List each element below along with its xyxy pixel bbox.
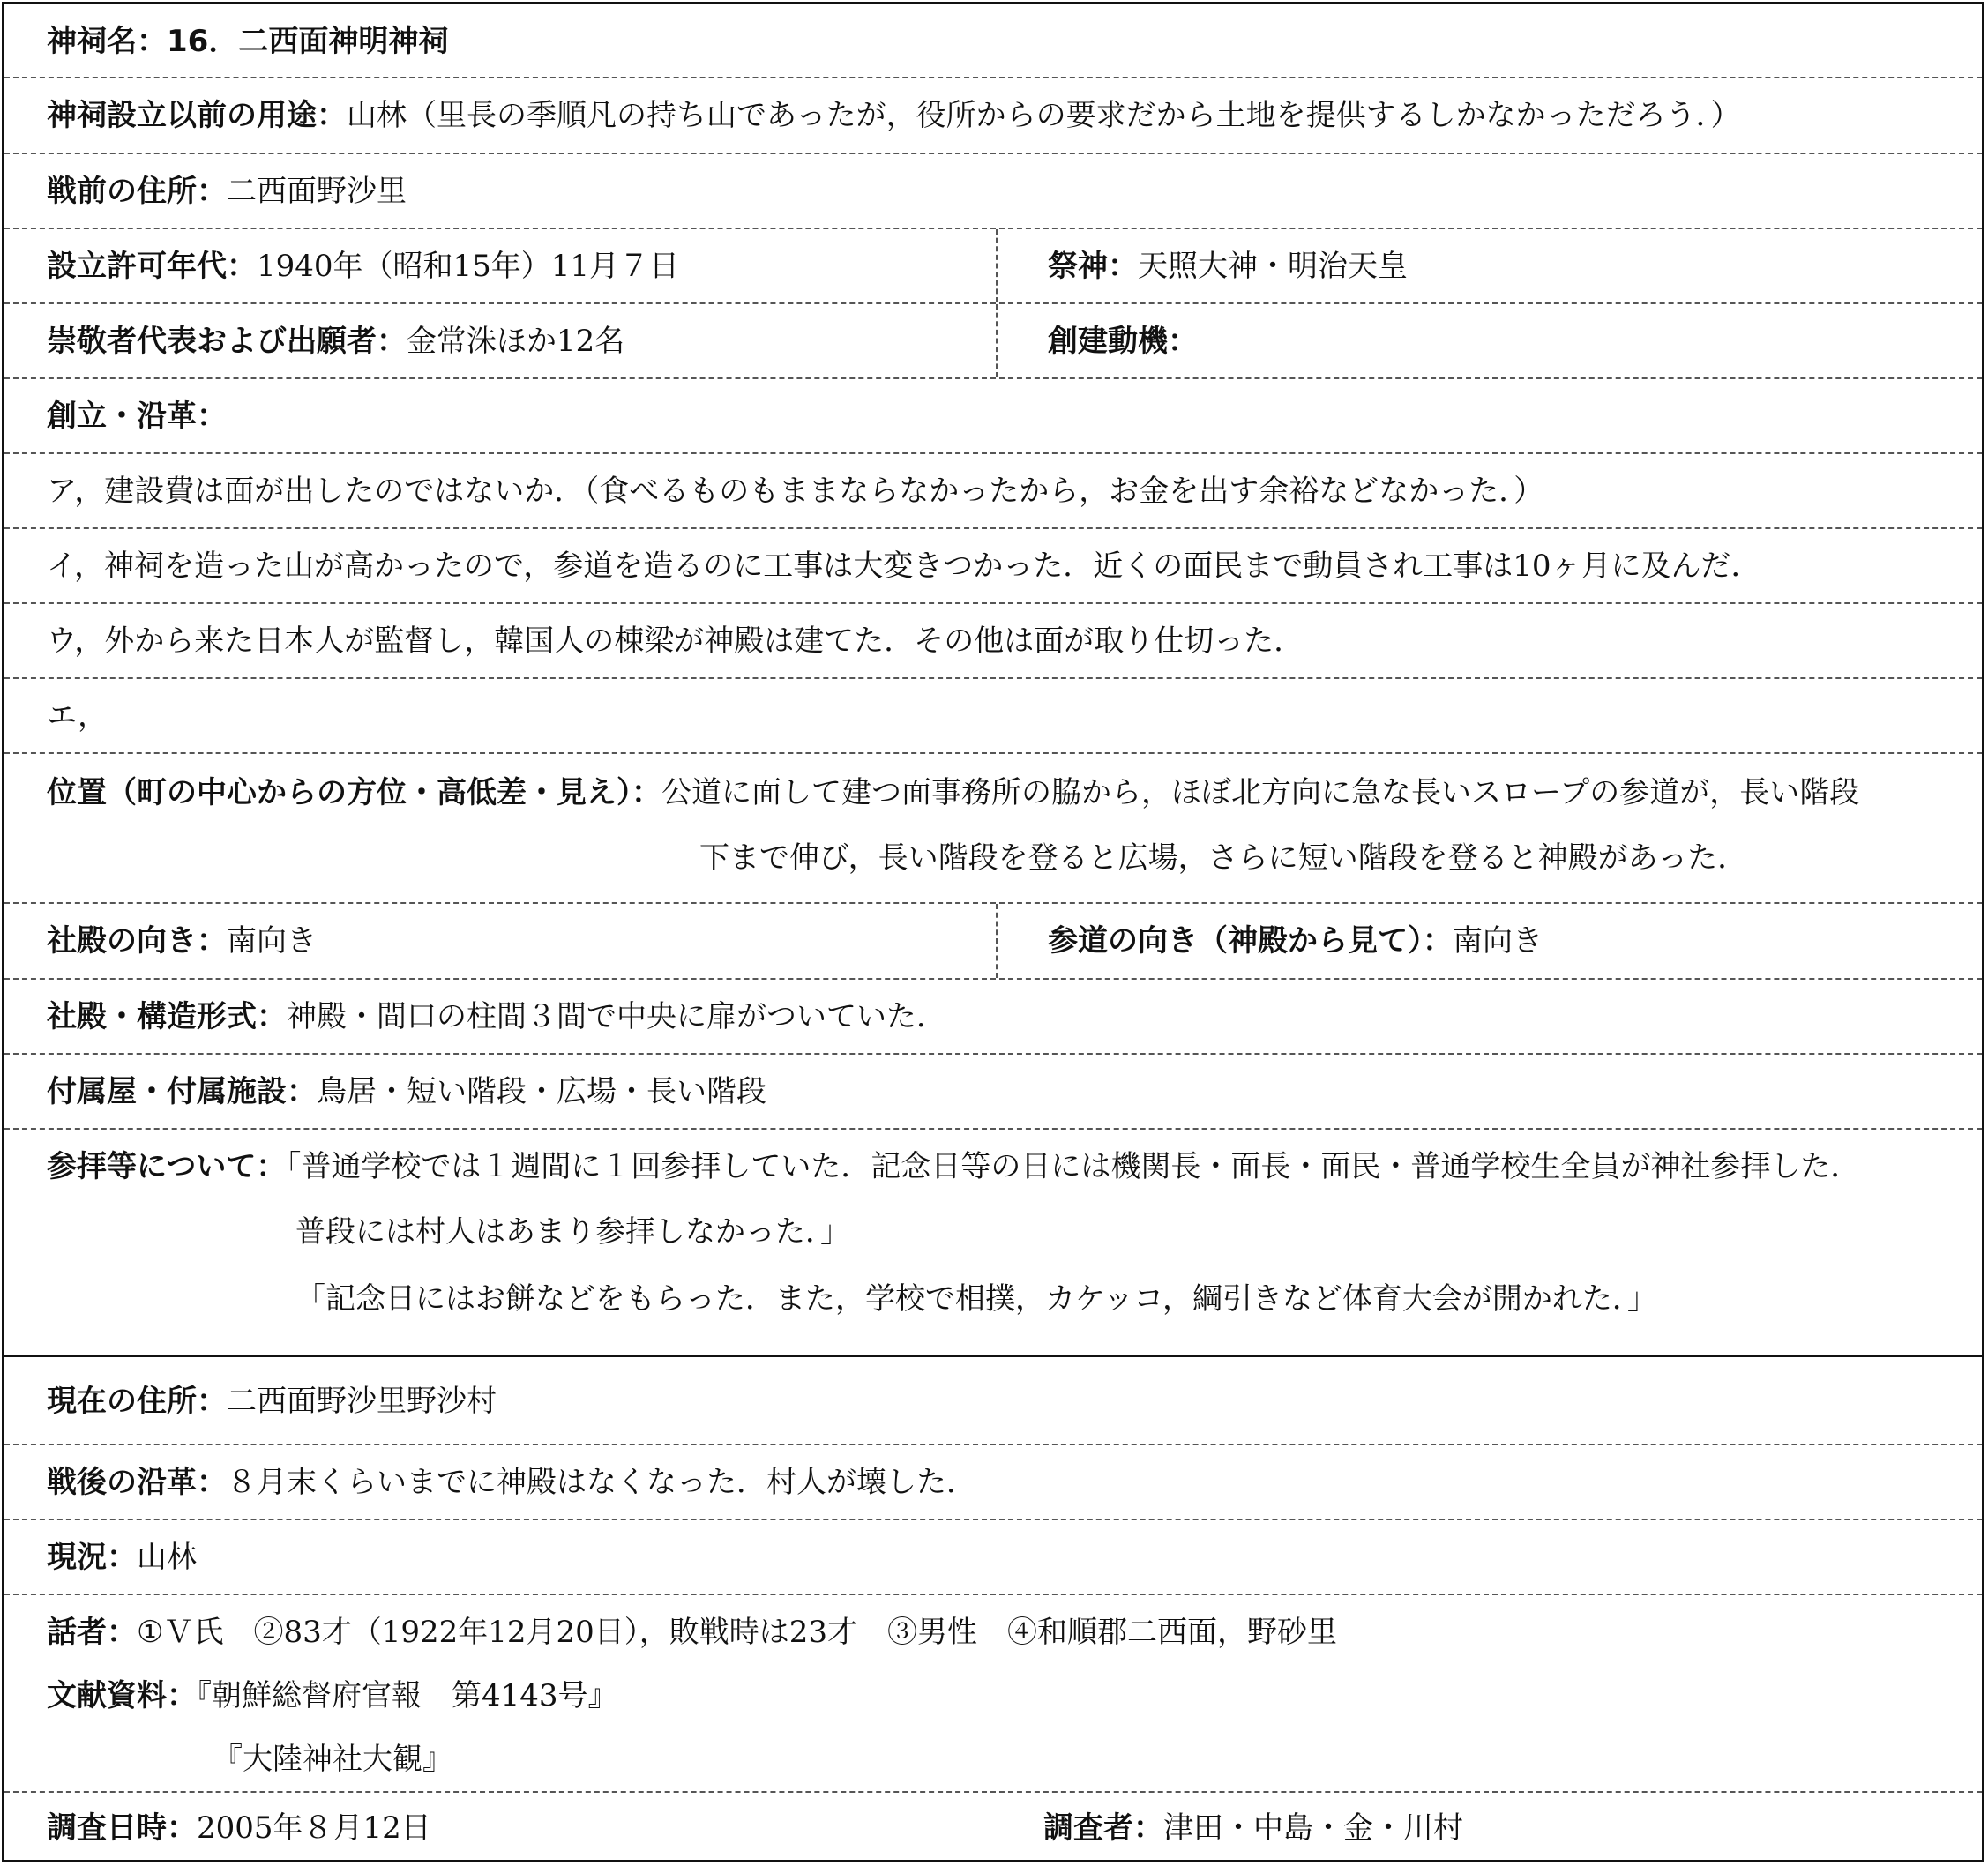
postwar-history-value: ８月末くらいまでに神殿はなくなった．村人が壊した． (227, 1465, 976, 1500)
shrine-facing-value: 南向き (227, 923, 317, 959)
shrine-record-form (2, 2, 1984, 1862)
prewar-address-value: 二西面野沙里 (227, 174, 407, 209)
row-current-status (4, 1520, 1982, 1595)
worship-value-line1: 「普通学校では１週間に１回参拝していた．記念日等の日には機関長・面長・面民・普通学校生全員が神社参拝した． (286, 1149, 1861, 1184)
current-status-value: 山林 (137, 1540, 197, 1575)
literature-item: 『大陸神社大観』 (213, 1742, 452, 1777)
row-history-item-a (4, 454, 1982, 529)
row-history-label (4, 379, 1982, 454)
deity-cell (998, 229, 1982, 302)
shrine-facing-label: 社殿の向き： (47, 923, 227, 959)
history-item: ウ，外から来た日本人が監督し，韓国人の棟梁が神殿は建てた．その他は面が取り仕切った． (47, 623, 1304, 659)
literature-item: 『朝鮮総督府官報 第4143号』 (197, 1678, 618, 1713)
history-item: イ，神祠を造った山が高かったので，参道を造るのに工事は大変きつかった．近くの面民まで動員され工事は10ヶ月に及んだ． (47, 549, 1761, 584)
row-shrine-name (4, 4, 1982, 78)
row-location (4, 754, 1982, 904)
applicant-value: 金常洙ほか12名 (407, 324, 625, 359)
row-applicant-motive (4, 304, 1982, 379)
survey-date-value: 2005年８月12日 (197, 1810, 431, 1846)
deity-value: 天照大神・明治天皇 (1138, 249, 1408, 284)
facilities-value: 鳥居・短い階段・広場・長い階段 (317, 1074, 766, 1109)
row-structure (4, 980, 1982, 1055)
narrator-value: ①Ｖ氏 ②83才（1922年12月20日），敗戦時は23才 ③男性 ④和順郡二西面，野砂里 (137, 1615, 1338, 1650)
shrine-name-label: 神祠名： (47, 24, 167, 59)
current-address-value: 二西面野沙里野沙村 (227, 1384, 497, 1419)
location-value-line2: 下まで伸び，長い階段を登ると広場，さらに短い階段を登ると神殿があった． (699, 840, 1748, 876)
row-history-item-u (4, 604, 1982, 679)
facilities-label: 付属屋・付属施設： (47, 1074, 317, 1109)
survey-date-label: 調査日時： (47, 1810, 197, 1846)
postwar-history-label: 戦後の沿革： (47, 1465, 227, 1500)
approach-facing-value: 南向き (1453, 923, 1543, 959)
row-narrator-literature (4, 1595, 1982, 1793)
row-permit-deity (4, 229, 1982, 304)
location-label: 位置（町の中心からの方位・高低差・見え）： (47, 775, 661, 810)
permit-date-value: 1940年（昭和15年）11月７日 (257, 249, 680, 284)
row-facilities (4, 1055, 1982, 1130)
shrine-facing-cell (4, 904, 998, 978)
prior-use-value: 山林（里長の季順凡の持ち山であったが，役所からの要求だから土地を提供するしかなかっただろう．） (347, 98, 1741, 133)
structure-value: 神殿・間口の柱間３間で中央に扉がついていた． (287, 999, 946, 1034)
deity-label: 祭神： (1048, 249, 1138, 284)
motive-cell (998, 304, 1982, 377)
row-current-address (4, 1357, 1982, 1445)
row-survey (4, 1793, 1982, 1860)
prior-use-label: 神祠設立以前の用途： (47, 98, 347, 133)
approach-facing-label: 参道の向き（神殿から見て）： (1048, 923, 1453, 959)
approach-facing-cell (998, 904, 1982, 978)
narrator-label: 話者： (47, 1615, 137, 1650)
applicant-cell (4, 304, 998, 377)
current-status-label: 現況： (47, 1540, 137, 1575)
permit-date-label: 設立許可年代： (47, 249, 257, 284)
row-postwar-history (4, 1445, 1982, 1520)
worship-label: 参拝等について： (47, 1149, 287, 1184)
row-facing (4, 904, 1982, 980)
surveyors-label: 調査者： (1043, 1810, 1163, 1846)
shrine-name-value: 16．二西面神明神祠 (167, 24, 449, 59)
motive-label: 創建動機： (1048, 324, 1198, 359)
literature-label: 文献資料： (47, 1678, 197, 1713)
row-history-item-e (4, 679, 1982, 754)
row-prior-use (4, 78, 1982, 154)
worship-value-line2: 普段には村人はあまり参拝しなかった．」 (295, 1214, 850, 1250)
history-item: ア，建設費は面が出したのではないか．（食べるものもままならなかったから，お金を出す余裕などなかった．） (47, 474, 1544, 509)
row-prewar-address (4, 154, 1982, 229)
row-history-item-i (4, 529, 1982, 604)
prewar-address-label: 戦前の住所： (47, 174, 227, 209)
permit-date-cell (4, 229, 998, 302)
structure-label: 社殿・構造形式： (47, 999, 287, 1034)
current-address-label: 現在の住所： (47, 1384, 227, 1419)
applicant-label: 崇敬者代表および出願者： (47, 324, 407, 359)
surveyors-value: 津田・中島・金・川村 (1163, 1810, 1463, 1846)
worship-value-line3: 「記念日にはお餅などをもらった．また，学校で相撲，カケッコ，綱引きなど体育大会が開かれた．」 (295, 1281, 1657, 1317)
row-worship (4, 1130, 1982, 1357)
history-label: 創立・沿革： (47, 399, 227, 434)
location-value-line1: 公道に面して建つ面事務所の脇から，ほぼ北方向に急な長いスロープの参道が，長い階段 (661, 775, 1860, 810)
history-item: エ， (47, 698, 108, 734)
